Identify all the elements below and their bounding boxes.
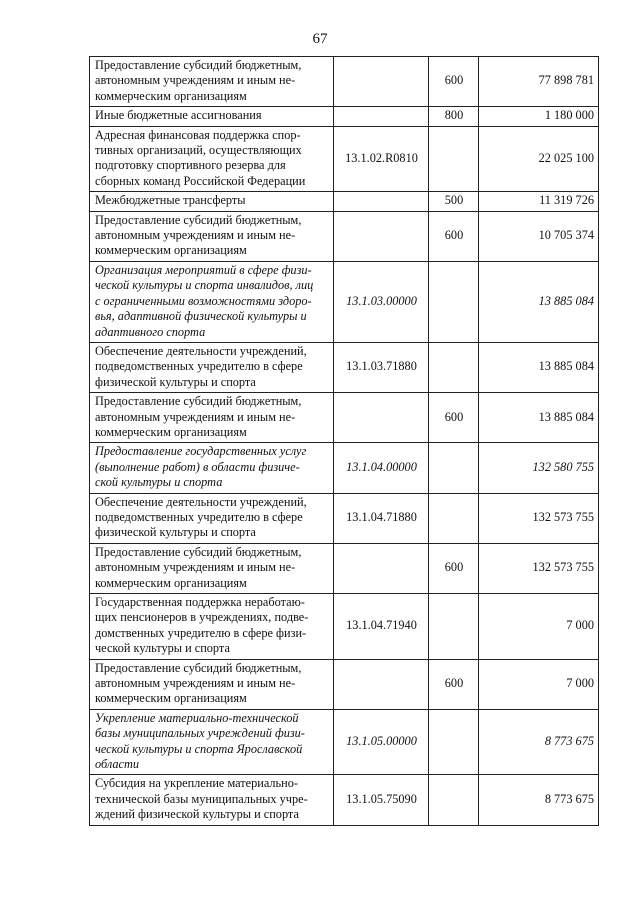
row-sum: 77 898 781 xyxy=(479,57,599,107)
row-code: 13.1.03.00000 xyxy=(334,261,429,342)
row-sum: 8 773 675 xyxy=(479,709,599,775)
row-name-line: вья, адаптивной физической культуры и xyxy=(95,309,307,324)
row-code xyxy=(334,659,429,709)
row-name xyxy=(90,192,334,211)
row-name-line: коммерческим организациям xyxy=(95,424,247,439)
row-name xyxy=(90,126,334,192)
row-type: 600 xyxy=(429,57,479,107)
table-row xyxy=(90,775,599,825)
row-name-line: ской культуры и спорта xyxy=(95,475,223,490)
row-sum: 13 885 084 xyxy=(479,342,599,392)
table-row xyxy=(90,443,599,493)
row-code: 13.1.04.71940 xyxy=(334,594,429,660)
row-code: 13.1.05.75090 xyxy=(334,775,429,825)
table-row xyxy=(90,659,599,709)
row-name-line: Предоставление субсидий бюджетным, xyxy=(95,58,302,72)
row-name-line: Предоставление субсидий бюджетным, xyxy=(95,212,302,227)
row-name xyxy=(90,107,334,126)
row-name-line: Иные бюджетные ассигнования xyxy=(95,108,262,123)
row-name-line: сборных команд Российской Федерации xyxy=(95,173,306,188)
row-name-line: с ограниченными возможностями здоро- xyxy=(95,293,312,308)
row-name-line: Предоставление субсидий бюджетным, xyxy=(95,394,302,409)
row-name xyxy=(90,493,334,543)
row-name-line: Организация мероприятий в сфере физи- xyxy=(95,262,312,277)
row-code xyxy=(334,211,429,261)
row-name xyxy=(90,443,334,493)
table-row xyxy=(90,57,599,107)
row-type xyxy=(429,594,479,660)
row-name-line: автономным учреждениям и иным не- xyxy=(95,228,296,243)
row-sum: 22 025 100 xyxy=(479,126,599,192)
row-name-line: Предоставление субсидий бюджетным, xyxy=(95,544,302,559)
table-row xyxy=(90,211,599,261)
row-type xyxy=(429,126,479,192)
row-name-line: Обеспечение деятельности учреждений, xyxy=(95,343,307,358)
table-row xyxy=(90,393,599,443)
row-name-line: подведомственных учредителю в сфере xyxy=(95,359,303,374)
table-row xyxy=(90,543,599,593)
row-sum: 13 885 084 xyxy=(479,393,599,443)
row-sum: 132 573 755 xyxy=(479,493,599,543)
row-code xyxy=(334,543,429,593)
table-row xyxy=(90,709,599,775)
row-name-line: автономным учреждениям и иным не- xyxy=(95,560,296,575)
row-type xyxy=(429,261,479,342)
row-name xyxy=(90,659,334,709)
row-sum: 11 319 726 xyxy=(479,192,599,211)
row-name-line: ческой культуры и спорта xyxy=(95,641,230,656)
row-name xyxy=(90,393,334,443)
row-name xyxy=(90,342,334,392)
row-name-line: автономным учреждениям и иным не- xyxy=(95,73,296,88)
row-code: 13.1.04.71880 xyxy=(334,493,429,543)
row-name-line: ческой культуры и спорта инвалидов, лиц xyxy=(95,278,314,293)
row-name-line: коммерческим организациям xyxy=(95,88,247,103)
row-name-line: Обеспечение деятельности учреждений, xyxy=(95,494,307,509)
row-sum: 7 000 xyxy=(479,594,599,660)
row-sum: 10 705 374 xyxy=(479,211,599,261)
table-row xyxy=(90,107,599,126)
row-sum: 7 000 xyxy=(479,659,599,709)
row-type: 500 xyxy=(429,192,479,211)
row-code xyxy=(334,393,429,443)
row-code xyxy=(334,192,429,211)
row-name-line: Адресная финансовая поддержка спор- xyxy=(95,127,301,142)
row-type xyxy=(429,709,479,775)
row-name xyxy=(90,211,334,261)
row-name-line: Межбюджетные трансферты xyxy=(95,193,246,208)
row-type xyxy=(429,443,479,493)
row-type: 800 xyxy=(429,107,479,126)
row-name-line: домственных учредителю в сфере физи- xyxy=(95,625,307,640)
row-sum: 8 773 675 xyxy=(479,775,599,825)
row-type xyxy=(429,775,479,825)
row-name-line: ждений физической культуры и спорта xyxy=(95,807,299,822)
row-name-line: (выполнение работ) в области физиче- xyxy=(95,459,300,474)
row-type xyxy=(429,493,479,543)
row-type: 600 xyxy=(429,543,479,593)
row-name-line: коммерческим организациям xyxy=(95,691,247,706)
row-sum: 132 573 755 xyxy=(479,543,599,593)
table-row xyxy=(90,192,599,211)
row-name-line: физической культуры и спорта xyxy=(95,525,256,540)
table-row xyxy=(90,594,599,660)
row-type xyxy=(429,342,479,392)
row-name xyxy=(90,709,334,775)
row-type: 600 xyxy=(429,211,479,261)
row-sum: 13 885 084 xyxy=(479,261,599,342)
row-name-line: автономным учреждениям и иным не- xyxy=(95,409,296,424)
row-name-line: области xyxy=(95,757,140,772)
row-type: 600 xyxy=(429,393,479,443)
row-name xyxy=(90,594,334,660)
page-number: 67 xyxy=(312,31,328,47)
table-row xyxy=(90,261,599,342)
row-code: 13.1.02.R0810 xyxy=(334,126,429,192)
row-code xyxy=(334,57,429,107)
budget-table-body xyxy=(90,57,599,826)
table-row xyxy=(90,493,599,543)
row-code xyxy=(334,107,429,126)
row-name-line: коммерческим организациям xyxy=(95,575,247,590)
budget-table xyxy=(89,56,599,826)
row-name-line: тивных организаций, осуществляющих xyxy=(95,143,302,158)
table-row xyxy=(90,342,599,392)
row-name-line: ческой культуры и спорта Ярославской xyxy=(95,741,303,756)
row-name xyxy=(90,543,334,593)
row-type: 600 xyxy=(429,659,479,709)
row-code: 13.1.04.00000 xyxy=(334,443,429,493)
row-name-line: щих пенсионеров в учреждениях, подве- xyxy=(95,610,309,625)
row-sum: 132 580 755 xyxy=(479,443,599,493)
row-code: 13.1.03.71880 xyxy=(334,342,429,392)
row-name-line: Укрепление материально-технической xyxy=(95,710,299,725)
row-name-line: Предоставление субсидий бюджетным, xyxy=(95,660,302,675)
row-name-line: коммерческим организациям xyxy=(95,243,247,258)
row-name-line: Субсидия на укрепление материально- xyxy=(95,776,298,791)
row-name-line: Предоставление государственных услуг xyxy=(95,444,307,459)
row-name xyxy=(90,775,334,825)
row-name-line: базы муниципальных учреждений физи- xyxy=(95,726,305,741)
row-name xyxy=(90,261,334,342)
table-row xyxy=(90,126,599,192)
row-sum: 1 180 000 xyxy=(479,107,599,126)
row-name-line: адаптивного спорта xyxy=(95,324,206,339)
row-name-line: подготовку спортивного резерва для xyxy=(95,158,286,173)
row-code: 13.1.05.00000 xyxy=(334,709,429,775)
row-name-line: технической базы муниципальных учре- xyxy=(95,791,308,806)
row-name-line: подведомственных учредителю в сфере xyxy=(95,509,303,524)
row-name-line: автономным учреждениям и иным не- xyxy=(95,676,296,691)
row-name xyxy=(90,57,334,107)
row-name-line: физической культуры и спорта xyxy=(95,374,256,389)
row-name-line: Государственная поддержка неработаю- xyxy=(95,595,305,609)
